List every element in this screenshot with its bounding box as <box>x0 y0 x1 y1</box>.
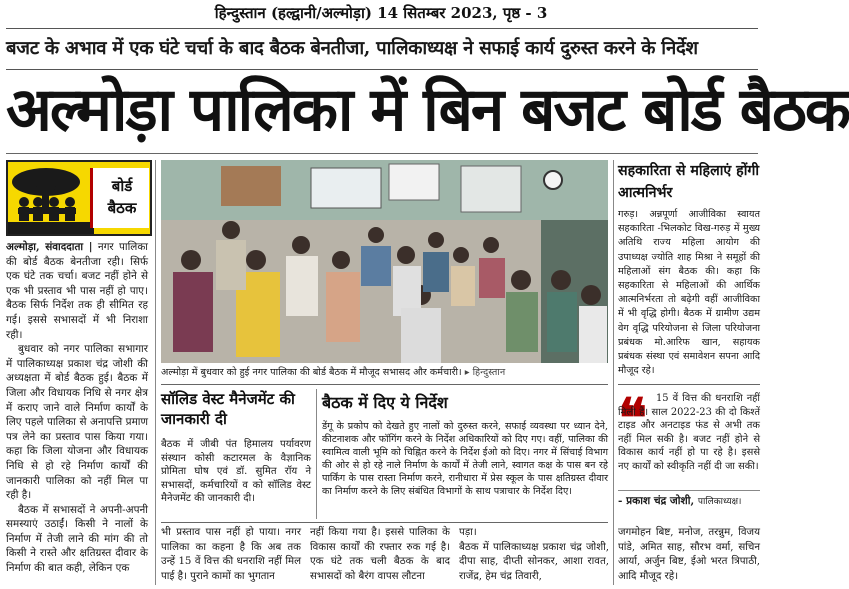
masthead: हिन्दुस्तान (हल्द्वानी/अल्मोड़ा) 14 सितम्बर 2023, पृष्ठ - 3 <box>214 4 548 22</box>
quote-mark-icon: ❝ <box>618 386 648 450</box>
bottom-column: नहीं किया गया है। इससे पालिका के विकास कार्यों की रफ्तार रुक गई है। एक घंटे तक चली बैठक के बाद सभासदों को बैरंग वापस लौटना <box>310 527 450 582</box>
board-meeting-logo <box>6 160 152 236</box>
section-divider <box>161 522 608 523</box>
headline-divider <box>6 153 758 154</box>
sidebar-title: सहकारिता से महिलाएं होंगी आत्मनिर्भर <box>618 163 760 201</box>
kicker-headline: बजट के अभाव में एक घंटे चर्चा के बाद बैठक बेनतीजा, पालिकाध्यक्ष ने सफाई कार्य दुरुस्त करने के निर्देश <box>6 28 758 70</box>
left-column-article <box>6 240 148 588</box>
section-divider <box>161 384 608 385</box>
meeting-photo <box>161 160 608 363</box>
waste-management-title: सॉलिड वेस्ट मैनेजमेंट की जानकारी दी <box>161 390 295 428</box>
article-paragraph: बैठक में सभासदों ने अपनी-अपनी समस्याएं उठाईं। किसी ने नालों के निर्माण में तेजी लाने की मांग की तो किसी ने रास्ते और क्षतिग्रस्त दीवार के निर्माण की बात कही, लेकिन एक <box>6 503 148 575</box>
president-quote: 15 वें वित्त की धनराशि नहीं मिली है। साल 2022-23 की दो किश्तें टाइड और अनटाइड फंड से अभी तक नहीं मिल सकी है। बजट नहीं होने से विकास कार्य नहीं हो पा रहे है। इससे नए कार्यों को स्वीकृति नहीं दी जा सकी। <box>618 393 760 472</box>
column-divider <box>155 160 156 585</box>
article-paragraph: बुधवार को नगर पालिका सभागार में पालिकाध्यक्ष प्रकाश चंद्र जोशी की अध्यक्षता में बोर्ड बैठक हुई। बैठक में जिला और विधायक निधि से नगर क्षेत्र में कराए जाने वाले निर्माण कार्यों के लिए पहले पालिका से अनापत्ति प्रमाण पत्र लेने का प्रस्ताव पास किया गया। कहा कि जिला योजना और विधायक निधि से हो रहे निर्माण कार्यों की जानकारी पालिका को नहीं मिल पा रही है। <box>6 343 148 502</box>
bottom-column: भी प्रस्ताव पास नहीं हो पाया। नगर पालिका का कहना है कि अब तक उन्हें 15 वें वित्त की धनराशि नहीं मिल पाई है। पुराने कामों का भुगतान <box>161 527 301 582</box>
main-headline: अल्मोड़ा पालिका में बिन बजट बोर्ड बैठक <box>6 75 849 145</box>
directions-title: बैठक में दिए ये निर्देश <box>322 393 448 412</box>
photo-credit: ▸ हिन्दुस्तान <box>464 367 506 378</box>
bottom-column: पड़ा। बैठक में पालिकाध्यक्ष प्रकाश चंद्र जोशी, दीपा साह, दीप्ती सोनकर, आशा रावत, राजेंद्र, हेम चंद्र तिवारी, <box>459 527 609 582</box>
directions-body: डेंगू के प्रकोप को देखते हुए नालों को दुरुस्त करने, सफाई व्यवस्था पर ध्यान देने, कीटनाशक और फॉगिंग करने के निर्देश अधिकारियों को दिए गए। वहीं, पालिका की स्वामित्व वाली भूमि को चिह्नित करने के निर्देश ईओ को दिए। नगर में सिंचाई विभाग की ओर से हो रहे नाले निर्माण के कार्यों में तेजी लाने, स्वागत कक्ष के पास बन रहे पार्किंग के पास रास्ता निर्माण करने, रानीधारा में प्रेस स्कूल के पास क्षतिग्रस्त दीवार का निर्माण करने के लिए संबंधित विभागों के साथ पत्राचार के निर्देश दिए। <box>322 421 608 498</box>
photo-caption: अल्मोड़ा में बुधवार को हुई नगर पालिका की बोर्ड बैठक में मौजूद सभासद और कर्मचारी। ▸ हिन्दुस्तान <box>161 367 506 378</box>
waste-management-body: बैठक में जीबी पंत हिमालय पर्यावरण संस्थान कोसी कटारमल के वैज्ञानिक प्रोमिता घोष एवं डॉ. सुमित रॉय ने सभासदों, कर्मचारियों व को सॉलिड वेस्ट मैनेजमेंट की जानकारी दी। <box>161 439 311 505</box>
meeting-illustration-icon <box>8 162 94 234</box>
column-divider <box>316 389 317 519</box>
logo-label: बोर्ड बैठक <box>90 168 149 228</box>
sidebar-body: गरुड़। अन्नपूर्णा आजीविका स्वायत सहकारिता -भिलकोट विख-गरुड़ में मुख्य अतिथि राज्य महिला आयोग की उपाध्यक्ष ज्योति शाह मिश्रा ने समूहों की महिलाओं संग बैठक की। कहा कि सहकारिता से महिलाओं की आर्थिक आत्मनिर्भरता तो बढ़ेगी वहीं आजीविका में भी वृद्धि होगी। बैठक में ग्रामीण उद्यम वेग वृद्धि परियोजना से जिला परियोजना प्रबंधक मो.आरिफ खान, सहायक प्रबंधक संस्था एवं समावेशन सपना आदि मौजूद रहे। <box>618 209 760 377</box>
article-paragraph: नगर पालिका की बोर्ड बैठक बेनतीजा रही। सिर्फ एक घंटे तक चर्चा। बजट नहीं होने से एक भी प्रस्ताव भी पास नहीं हो पाए। बैठक सिर्फ निर्देश तक ही सीमित रह गई। इससे सभासदों में भी निराशा रही। <box>6 241 148 341</box>
section-divider <box>618 384 760 385</box>
meeting-photo-image <box>161 160 608 363</box>
bottom-column: जगमोहन बिष्ट, मनोज, तरन्नुम, विजय पांडे, अमित साह, सौरभ वर्मा, सचिन आर्या, अर्जुन बिष्ट, ईओ भरत त्रिपाठी, आदि मौजूद रहे। <box>618 527 760 582</box>
quote-author: - प्रकाश चंद्र जोशी, पालिकाध्यक्ष। <box>618 490 760 511</box>
column-divider <box>613 160 614 585</box>
dateline: अल्मोड़ा, संवाददाता | <box>6 241 93 253</box>
